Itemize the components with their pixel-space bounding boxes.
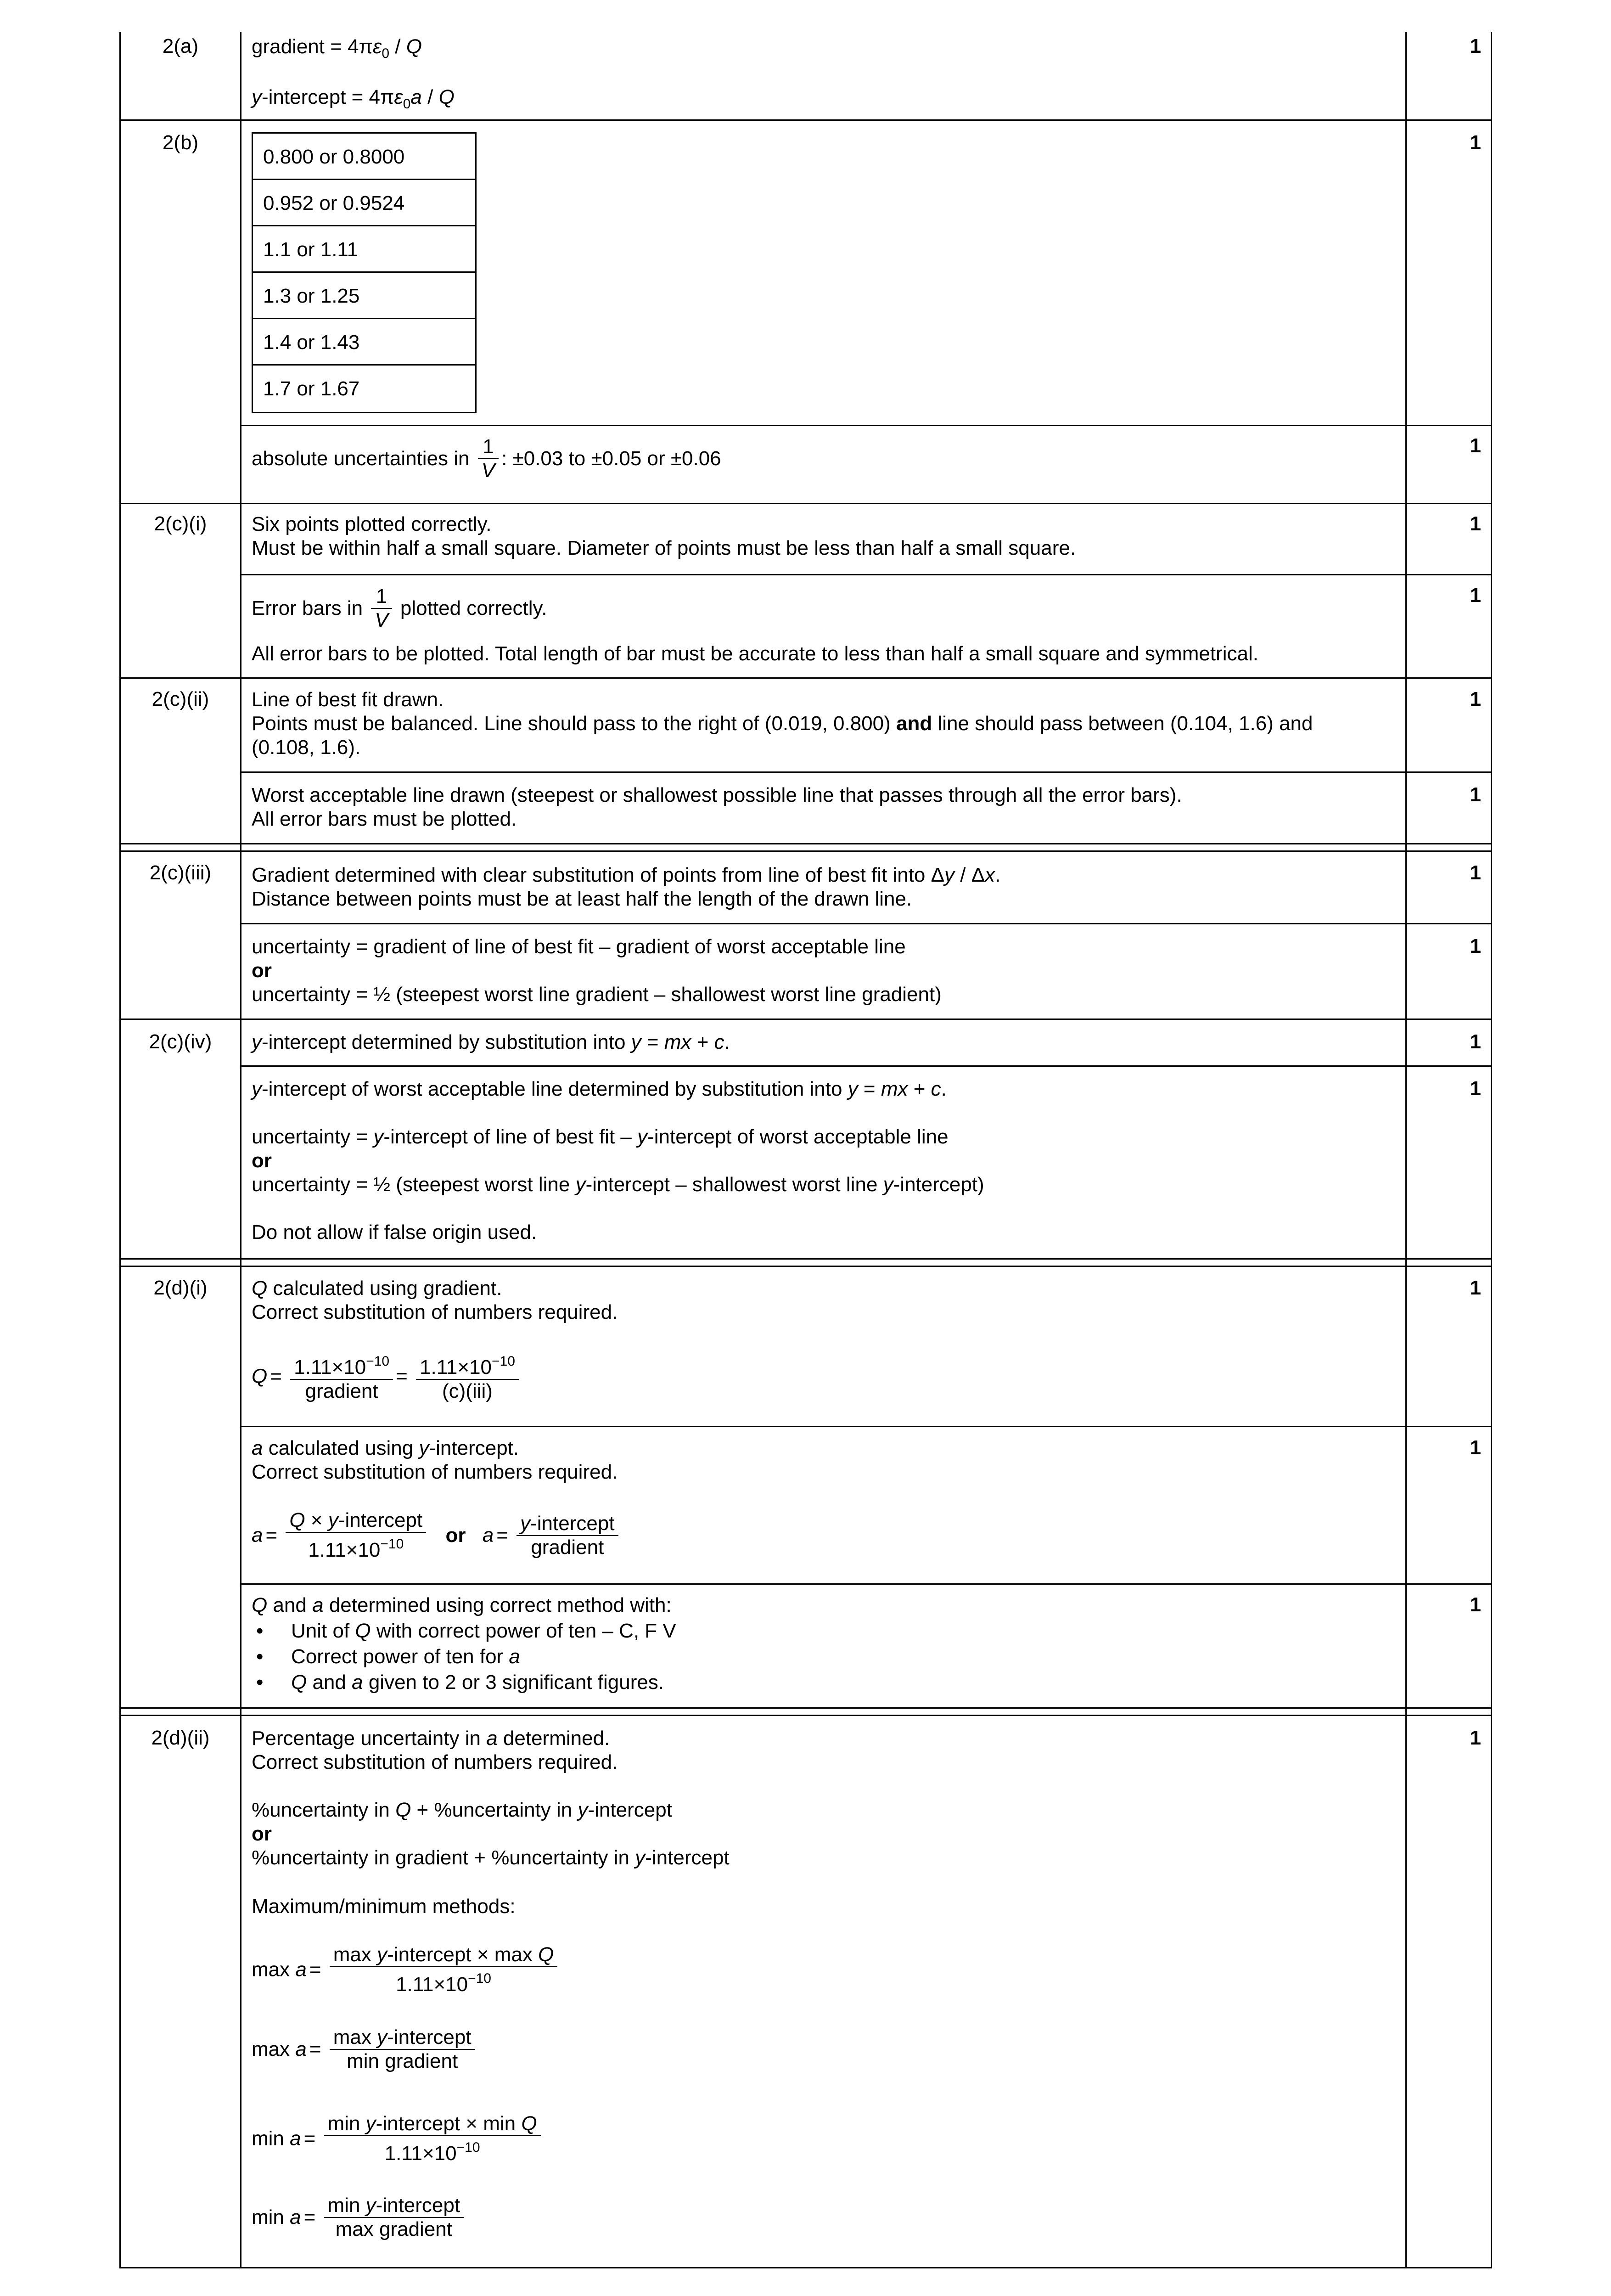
text-fragment: c — [931, 1078, 941, 1100]
text-fragment: max — [333, 2026, 377, 2048]
answer-text — [252, 35, 422, 66]
fraction-numerator — [330, 1943, 558, 1967]
list-item — [252, 1644, 676, 1670]
text-fragment: 1.11×10 — [308, 1539, 381, 1561]
mark-value: 1 — [1470, 1593, 1481, 1616]
text-fragment: -intercept × max — [387, 1943, 539, 1966]
text-fragment: y — [365, 2112, 376, 2135]
text-fragment: −10 — [468, 1971, 491, 1986]
text-fragment: a — [295, 1958, 307, 1981]
mark-value: 1 — [1470, 131, 1481, 154]
row-divider — [119, 850, 1492, 852]
text-fragment: a — [509, 1645, 520, 1668]
answer-text: or — [252, 1149, 272, 1172]
row-divider — [240, 425, 1492, 426]
fraction-numerator: 1 — [478, 435, 499, 459]
answer-text — [252, 1846, 730, 1870]
text-fragment: Gradient determined with clear substitution of points from line of best fit into Δ — [252, 864, 945, 886]
fraction-denominator: max gradient — [335, 2218, 452, 2240]
row-divider — [119, 1019, 1492, 1020]
text-fragment: y — [578, 1799, 588, 1821]
text-fragment: max — [252, 1958, 296, 1981]
text-fragment: = — [396, 1365, 408, 1388]
answer-text — [252, 863, 1000, 887]
fraction-numerator — [416, 1350, 519, 1380]
text-fragment: / — [389, 35, 406, 58]
row-divider — [240, 1065, 1492, 1067]
mark-value: 1 — [1470, 434, 1481, 457]
text-fragment: given to 2 or 3 significant figures. — [363, 1671, 664, 1694]
text-fragment: -intercept × min — [376, 2112, 522, 2135]
fraction — [516, 1512, 618, 1559]
text-fragment: plotted correctly. — [400, 597, 547, 619]
fraction-denominator: gradient — [531, 1536, 604, 1559]
fraction — [290, 1350, 393, 1403]
answer-text: or — [252, 959, 272, 982]
text-fragment: max — [252, 2038, 296, 2060]
text-fragment: min — [327, 2112, 366, 2135]
text-fragment: -intercept of line of best fit – — [383, 1125, 638, 1148]
text-fragment: x — [985, 864, 995, 886]
text-fragment: y — [377, 1943, 387, 1966]
answer-text — [252, 1077, 947, 1101]
text-fragment: y — [252, 1031, 262, 1053]
fraction-numerator — [330, 2026, 475, 2050]
column-divider-right — [1405, 32, 1407, 2268]
text-fragment: 1.11×10 — [396, 1973, 468, 1996]
text-fragment: ε — [372, 35, 382, 58]
values-table — [252, 132, 477, 413]
question-number: 2(b) — [162, 131, 199, 154]
text-fragment: -intercept = 4π — [262, 86, 394, 108]
mark-value: 1 — [1470, 1727, 1481, 1749]
text-fragment: . — [724, 1031, 730, 1053]
text-fragment: = — [270, 1365, 282, 1388]
formula — [252, 2026, 478, 2073]
text-fragment: and — [896, 712, 932, 735]
text-fragment: 1.11×10 — [384, 2142, 457, 2165]
text-fragment: Q — [406, 35, 422, 58]
text-fragment: Q — [538, 1943, 554, 1966]
text-fragment: Q — [395, 1799, 411, 1821]
text-fragment: y — [635, 1846, 646, 1869]
text-fragment: 0 — [403, 96, 411, 112]
text-fragment: 1.11×10 — [294, 1356, 366, 1379]
fraction — [324, 2194, 464, 2241]
text-fragment: a — [482, 1524, 494, 1547]
text-fragment: + — [691, 1031, 714, 1053]
text-fragment: −10 — [492, 1354, 515, 1369]
text-fragment: y — [328, 1509, 338, 1531]
text-fragment: y — [373, 1125, 384, 1148]
text-fragment: -intercept — [588, 1799, 672, 1821]
text-fragment: -intercept — [338, 1509, 423, 1531]
criteria-list — [252, 1618, 676, 1695]
mark-value: 1 — [1470, 1077, 1481, 1100]
text-fragment: Correct power of ten for — [291, 1645, 509, 1668]
text-fragment: calculated using — [263, 1437, 419, 1459]
answer-text — [252, 1436, 519, 1460]
answer-text: Line of best fit drawn. — [252, 688, 444, 711]
answer-text: uncertainty = ½ (steepest worst line gradient – shallowest worst line gradient) — [252, 983, 942, 1006]
answer-text — [252, 1593, 672, 1617]
row-divider — [119, 1707, 1492, 1709]
text-fragment: and — [307, 1671, 352, 1694]
text-fragment: a — [486, 1727, 498, 1750]
answer-text: (0.108, 1.6). — [252, 736, 361, 759]
text-fragment: Q — [355, 1620, 371, 1642]
text-fragment: y — [520, 1512, 531, 1535]
fraction-numerator — [290, 1350, 393, 1380]
text-fragment: -intercept — [387, 2026, 472, 2048]
text-fragment: -intercept of worst acceptable line determined by substitution into — [262, 1078, 848, 1100]
text-fragment: . — [941, 1078, 947, 1100]
fraction-denominator — [330, 1967, 558, 1996]
text-fragment: −10 — [456, 2140, 480, 2155]
text-fragment: a — [312, 1594, 324, 1616]
text-fragment: Error bars in — [252, 597, 363, 619]
answer-text — [252, 1277, 502, 1300]
answer-text: Maximum/minimum methods: — [252, 1895, 516, 1918]
text-fragment: gradient = 4π — [252, 35, 373, 58]
fraction — [371, 585, 392, 632]
text-fragment: max — [333, 1943, 377, 1966]
fraction-denominator — [286, 1533, 426, 1562]
text-fragment: Unit of — [291, 1620, 355, 1642]
question-number: 2(c)(iii) — [149, 861, 212, 884]
fraction-denominator: V — [375, 609, 388, 631]
text-fragment: = — [309, 1958, 321, 1981]
text-fragment: y — [419, 1437, 429, 1459]
text-fragment: a — [290, 2206, 301, 2228]
answer-text: All error bars must be plotted. — [252, 808, 517, 830]
mark-value: 1 — [1470, 35, 1481, 57]
text-fragment: : ±0.03 to ±0.05 or ±0.06 — [501, 447, 721, 470]
mark-value: 1 — [1470, 512, 1481, 535]
answer-text — [252, 712, 1313, 736]
text-fragment: / — [421, 86, 439, 108]
table-row: 0.952 or 0.9524 — [253, 180, 475, 226]
text-fragment: a — [252, 1524, 263, 1547]
answer-text — [252, 435, 721, 482]
text-fragment: y — [365, 2194, 376, 2217]
text-fragment: −10 — [380, 1536, 404, 1552]
answer-text — [252, 85, 455, 116]
answer-text: or — [252, 1823, 272, 1845]
row-divider — [119, 1715, 1492, 1716]
text-fragment: c — [714, 1031, 724, 1053]
table-row: 1.7 or 1.67 — [263, 377, 360, 400]
answer-text: All error bars to be plotted. Total length of bar must be accurate to less than half a small square and symmetrical. — [252, 642, 1258, 665]
mark-value: 1 — [1470, 1030, 1481, 1053]
answer-text — [252, 1030, 730, 1054]
answer-text: Correct substitution of numbers required. — [252, 1751, 618, 1773]
text-fragment: uncertainty = — [252, 1125, 374, 1148]
text-fragment: y — [637, 1125, 648, 1148]
fraction-denominator — [324, 2136, 541, 2165]
answer-text: Must be within half a small square. Diameter of points must be less than half a small square. — [252, 537, 1076, 559]
fraction-denominator: min gradient — [347, 2050, 458, 2072]
answer-text: Distance between points must be at least half the length of the drawn line. — [252, 888, 912, 910]
text-fragment: determined using correct method with: — [323, 1594, 672, 1616]
row-divider — [119, 843, 1492, 844]
text-fragment: −10 — [366, 1354, 390, 1369]
answer-text — [252, 1125, 949, 1149]
text-fragment: or — [445, 1524, 466, 1547]
fraction-numerator — [516, 1512, 618, 1536]
text-fragment: -intercept – shallowest worst line — [585, 1173, 883, 1196]
text-fragment: a — [252, 1437, 263, 1459]
mark-value: 1 — [1470, 1436, 1481, 1459]
text-fragment: y — [883, 1173, 893, 1196]
mark-value: 1 — [1470, 861, 1481, 884]
mark-value: 1 — [1470, 935, 1481, 957]
column-divider-left — [240, 32, 241, 2268]
question-number: 2(c)(i) — [154, 512, 207, 535]
text-fragment: and — [267, 1594, 313, 1616]
text-fragment: a — [290, 2127, 301, 2150]
list-item — [252, 1618, 676, 1644]
text-fragment: min — [252, 2127, 290, 2150]
formula — [252, 1943, 560, 1996]
text-fragment: Percentage uncertainty in — [252, 1727, 487, 1750]
text-fragment: = — [858, 1078, 881, 1100]
text-fragment: y — [631, 1031, 641, 1053]
answer-text: Six points plotted correctly. — [252, 513, 492, 535]
answer-text: Correct substitution of numbers required. — [252, 1461, 618, 1483]
text-fragment: + — [908, 1078, 931, 1100]
text-fragment: y — [252, 86, 262, 108]
mark-value: 1 — [1470, 584, 1481, 607]
text-fragment: min — [327, 2194, 366, 2217]
text-fragment: y — [377, 2026, 387, 2048]
text-fragment: -intercept — [530, 1512, 615, 1535]
text-fragment: y — [252, 1078, 262, 1100]
text-fragment: × — [305, 1509, 328, 1531]
text-fragment: mx — [881, 1078, 908, 1100]
question-number: 2(c)(iv) — [149, 1030, 212, 1053]
formula — [252, 1509, 621, 1562]
answer-text — [252, 1173, 984, 1197]
answer-text: Do not allow if false origin used. — [252, 1221, 537, 1244]
row-divider — [240, 771, 1492, 773]
fraction-denominator: V — [481, 459, 495, 482]
answer-text: Correct substitution of numbers required. — [252, 1301, 618, 1323]
mark-value: 1 — [1470, 1277, 1481, 1299]
answer-text: Worst acceptable line drawn (steepest or shallowest possible line that passes through all the error bars). — [252, 784, 1182, 806]
text-fragment: y — [944, 864, 955, 886]
fraction — [330, 1943, 558, 1996]
text-fragment: Q — [289, 1509, 305, 1531]
text-fragment: uncertainty = ½ (steepest worst line — [252, 1173, 576, 1196]
text-fragment: Q — [291, 1671, 307, 1694]
row-divider — [119, 1266, 1492, 1267]
text-fragment: with correct power of ten – C, F V — [370, 1620, 676, 1642]
row-divider — [119, 677, 1492, 679]
fraction — [286, 1509, 426, 1562]
text-fragment: = — [641, 1031, 664, 1053]
text-fragment: min — [252, 2206, 290, 2228]
question-number: 2(d)(i) — [153, 1277, 208, 1299]
question-number: 2(d)(ii) — [151, 1727, 210, 1749]
text-fragment: ε — [394, 86, 403, 108]
text-fragment: Q — [252, 1365, 268, 1388]
text-fragment: mx — [664, 1031, 691, 1053]
question-number: 2(c)(ii) — [152, 688, 209, 710]
question-number: 2(a) — [162, 35, 199, 57]
text-fragment: Q — [252, 1594, 268, 1616]
text-fragment: -intercept — [645, 1846, 730, 1869]
text-fragment: absolute uncertainties in — [252, 447, 470, 470]
list-item — [252, 1670, 676, 1695]
table-row: 0.800 or 0.8000 — [253, 134, 475, 180]
text-fragment: calculated using gradient. — [267, 1277, 502, 1300]
table-row: 1.3 or 1.25 — [253, 273, 475, 319]
table-row: 1.1 or 1.11 — [253, 226, 475, 273]
answer-text: uncertainty = gradient of line of best fit – gradient of worst acceptable line — [252, 935, 906, 958]
fraction — [330, 2026, 475, 2073]
formula — [252, 2112, 544, 2165]
mark-value: 1 — [1470, 688, 1481, 710]
row-divider — [240, 1583, 1492, 1585]
fraction-denominator: gradient — [305, 1380, 378, 1402]
row-divider — [119, 503, 1492, 504]
mark-value: 1 — [1470, 783, 1481, 806]
fraction-numerator — [286, 1509, 426, 1533]
text-fragment: y — [575, 1173, 586, 1196]
text-fragment: line should pass between (0.104, 1.6) and — [932, 712, 1313, 735]
text-fragment: a — [410, 86, 422, 108]
answer-text — [252, 585, 547, 632]
text-fragment: = — [303, 2206, 316, 2228]
text-fragment: a — [352, 1671, 363, 1694]
text-fragment: = — [303, 2127, 316, 2150]
row-divider — [119, 1258, 1492, 1260]
text-fragment: . — [995, 864, 1001, 886]
text-fragment: Q — [521, 2112, 537, 2135]
row-divider — [240, 923, 1492, 924]
row-divider — [240, 1426, 1492, 1427]
fraction — [324, 2112, 541, 2165]
text-fragment: %uncertainty in gradient + %uncertainty in — [252, 1846, 635, 1869]
fraction-numerator — [324, 2194, 464, 2218]
row-divider — [119, 119, 1492, 121]
row-divider — [240, 574, 1492, 575]
text-fragment: = — [265, 1524, 278, 1547]
fraction — [416, 1350, 519, 1403]
text-fragment: -intercept. — [429, 1437, 519, 1459]
text-fragment: a — [295, 2038, 307, 2060]
fraction-denominator: (c)(iii) — [442, 1380, 493, 1402]
text-fragment: = — [309, 2038, 321, 2060]
text-fragment: -intercept) — [893, 1173, 984, 1196]
text-fragment: %uncertainty in — [252, 1799, 396, 1821]
text-fragment: determined. — [497, 1727, 610, 1750]
answer-text — [252, 1798, 672, 1822]
text-fragment: Q — [438, 86, 455, 108]
formula — [252, 1350, 522, 1403]
formula — [252, 2194, 466, 2241]
text-fragment: Q — [252, 1277, 268, 1300]
text-fragment: -intercept of worst acceptable line — [647, 1125, 949, 1148]
bullet-list — [252, 1618, 676, 1695]
fraction-numerator: 1 — [371, 585, 392, 609]
text-fragment: / Δ — [954, 864, 985, 886]
text-fragment: = — [496, 1524, 508, 1547]
fraction — [478, 435, 499, 482]
text-fragment: 0 — [382, 45, 390, 61]
text-fragment: 1.11×10 — [420, 1356, 492, 1379]
table-row: 1.4 or 1.43 — [253, 319, 475, 366]
fraction-numerator — [324, 2112, 541, 2136]
answer-text — [252, 1727, 610, 1750]
text-fragment: Points must be balanced. Line should pass to the right of (0.019, 0.800) — [252, 712, 897, 735]
text-fragment: + %uncertainty in — [411, 1799, 578, 1821]
text-fragment: -intercept determined by substitution into — [262, 1031, 631, 1053]
text-fragment: -intercept — [376, 2194, 460, 2217]
text-fragment: y — [848, 1078, 858, 1100]
